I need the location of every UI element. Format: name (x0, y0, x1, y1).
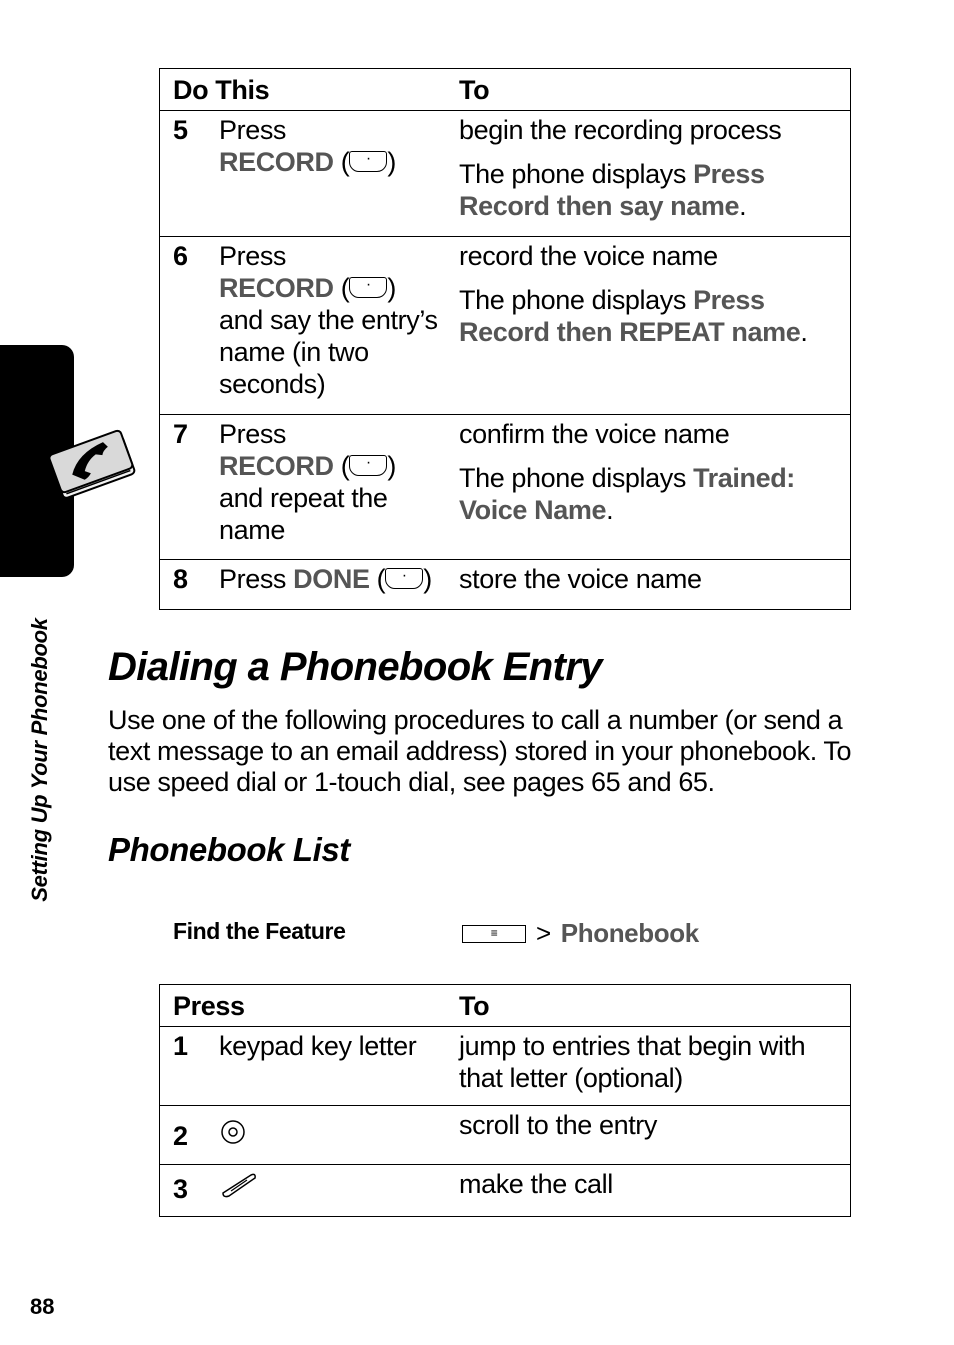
send-key-icon (219, 1171, 259, 1199)
voice-name-steps-table (159, 68, 851, 610)
press-text: Press (219, 564, 287, 594)
step-action: keypad key letter (219, 1027, 459, 1106)
soft-key-icon: · (349, 277, 387, 298)
step-action: Press RECORD ( · ) and say the entry’s name (in two seconds) (219, 237, 459, 415)
display-note: The phone displays Trained: Voice Name. (459, 463, 795, 525)
section-title: Dialing a Phonebook Entry (108, 645, 602, 689)
subsection-title: Phonebook List (108, 831, 350, 868)
step-number: 3 (160, 1165, 220, 1217)
step-result: scroll to the entry (459, 1106, 851, 1165)
header-to: To (459, 69, 851, 111)
soft-key-icon: · (385, 568, 423, 589)
press-text: Press (219, 419, 287, 449)
step-result: make the call (459, 1165, 851, 1217)
step-action: Press RECORD ( · ) and repeat the name (219, 415, 459, 560)
record-key-label: RECORD (219, 451, 334, 481)
table-header-row (160, 69, 851, 111)
table-row (160, 1165, 851, 1217)
result-text: begin the recording process (459, 115, 782, 145)
table-row (160, 237, 851, 415)
header-press: Press (160, 985, 460, 1027)
nav-key-icon (219, 1118, 247, 1146)
press-text: Press (219, 241, 287, 271)
table-header-row (160, 985, 851, 1027)
result-text: record the voice name (459, 241, 718, 271)
phonebook-menu-label: Phonebook (560, 918, 699, 948)
display-value: Trained: Voice Name (459, 463, 795, 525)
step-result: jump to entries that begin with that letter (optional) (459, 1027, 851, 1106)
feature-path (462, 918, 699, 949)
page-number: 88 (30, 1294, 55, 1319)
step-number: 8 (160, 560, 220, 610)
step-result (459, 415, 851, 560)
soft-key-icon: · (349, 151, 387, 172)
step-action: Press DONE ( · ) (219, 560, 459, 610)
phonebook-icon (40, 420, 140, 505)
step-number: 1 (160, 1027, 220, 1106)
table-row (160, 560, 851, 610)
step-number: 2 (160, 1106, 220, 1165)
soft-key-icon: · (349, 455, 387, 476)
step-result (459, 560, 851, 610)
result-text: store the voice name (459, 564, 702, 594)
step-number: 5 (160, 111, 220, 237)
step-action (219, 1106, 459, 1165)
record-key-label: RECORD (219, 273, 334, 303)
display-value: Press Record then REPEAT name (459, 285, 801, 347)
table-row (160, 415, 851, 560)
table-row (160, 1106, 851, 1165)
menu-key-icon: ≡ (462, 925, 526, 943)
action-extra-text: and repeat the name (219, 483, 388, 545)
table-row (160, 1027, 851, 1106)
path-separator: > (536, 918, 551, 948)
action-extra-text: and say the entry’s name (in two seconds) (219, 305, 438, 399)
phonebook-list-table (159, 984, 851, 1217)
step-number: 7 (160, 415, 220, 560)
result-text: confirm the voice name (459, 419, 730, 449)
step-action (219, 1165, 459, 1217)
display-note: The phone displays Press Record then say name. (459, 159, 765, 221)
display-value: Press Record then say name (459, 159, 765, 221)
display-note: The phone displays Press Record then REPEAT name. (459, 285, 808, 347)
header-to: To (459, 985, 851, 1027)
table-row (160, 111, 851, 237)
side-tab-label: Setting Up Your Phonebook (27, 618, 52, 902)
step-action: Press RECORD ( · ) (219, 111, 459, 237)
record-key-label: RECORD (219, 147, 334, 177)
section-intro: Use one of the following procedures to call a number (or send a text message to an email address) stored in your phonebook. To use speed dial or 1-touch dial, see pages 65 and 65. (108, 705, 852, 797)
step-result (459, 111, 851, 237)
press-text: Press (219, 115, 287, 145)
step-result (459, 237, 851, 415)
header-do-this: Do This (160, 69, 460, 111)
find-feature-label: Find the Feature (173, 918, 346, 944)
done-key-label: DONE (293, 564, 370, 594)
step-number: 6 (160, 237, 220, 415)
